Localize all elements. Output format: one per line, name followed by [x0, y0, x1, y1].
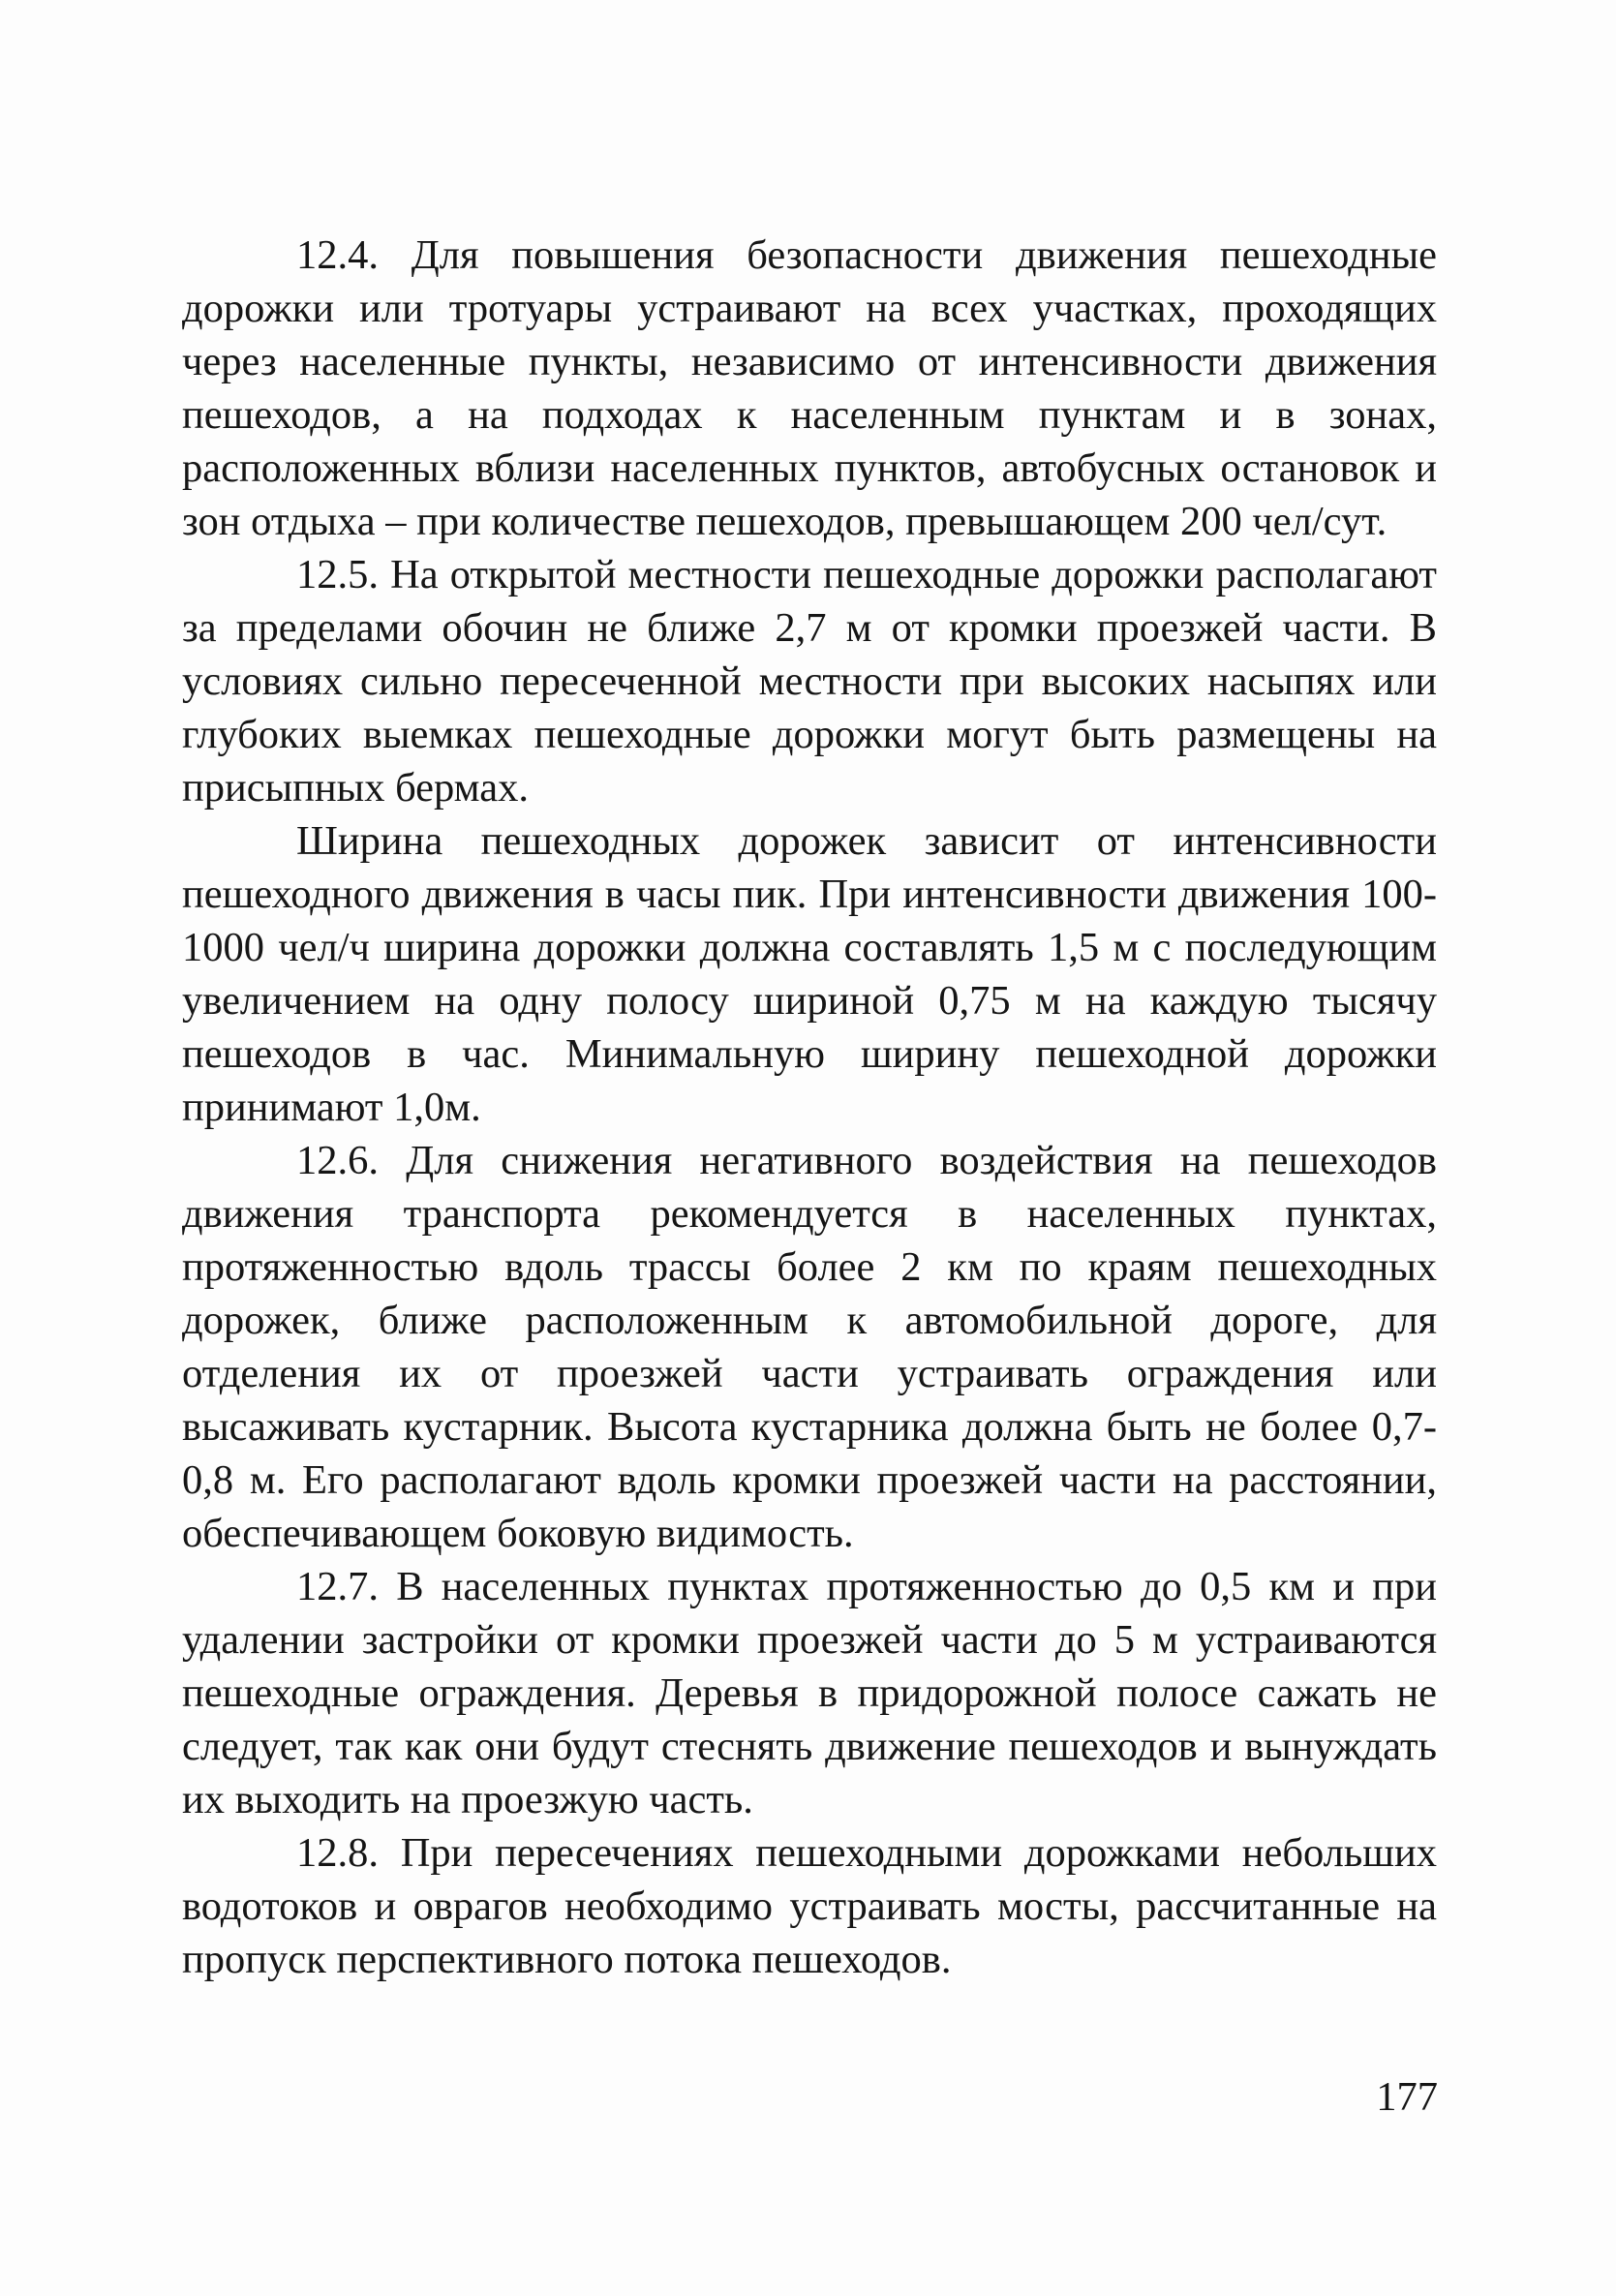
page-number: 177 [1376, 2074, 1438, 2120]
paragraph-12-5: 12.5. На открытой местности пешеходные дорожки располагают за пределами обочин не ближе 2,7 м от кромки проезжей части. В условиях сильно пересеченной местности при высоких насыпях или глубоких выемках пешеходные дорожки могут быть размещены на присыпных бермах. [182, 552, 1437, 811]
paragraph-sidewalk-width: Ширина пешеходных дорожек зависит от интенсивности пешеходного движения в часы пик. При интенсивности движения 100-1000 чел/ч ширина дорожки должна составлять 1,5 м с последующим увеличением на одну полосу шириной 0,75 м на каждую тысячу пешеходов в час. Минимальную ширину пешеходной дорожки принимают 1,0м. [182, 818, 1437, 1130]
paragraph-12-8: 12.8. При пересечениях пешеходными дорожками небольших водотоков и оврагов необходимо устраивать мосты, рассчитанные на пропуск перспективного потока пешеходов. [182, 1830, 1437, 1982]
paragraph-12-6: 12.6. Для снижения негативного воздействия на пешеходов движения транспорта рекомендуется в населенных пунктах, протяженностью вдоль трассы более 2 км по краям пешеходных дорожек, ближе расположенным к автомобильной дороге, для отделения их от проезжей части устраивать ограждения или высаживать кустарник. Высота кустарника должна быть не более 0,7-0,8 м. Его располагают вдоль кромки проезжей части на расстоянии, обеспечивающем боковую видимость. [182, 1138, 1437, 1556]
body-text [182, 229, 1437, 1986]
paragraph-12-7: 12.7. В населенных пунктах протяженностью до 0,5 км и при удалении застройки от кромки проезжей части до 5 м устраиваются пешеходные ограждения. Деревья в придорожной полосе сажать не следует, так как они будут стеснять движение пешеходов и вынуждать их выходить на проезжую часть. [182, 1564, 1437, 1822]
paragraph-12-4: 12.4. Для повышения безопасности движения пешеходные дорожки или тротуары устраивают на всех участках, проходящих через населенные пункты, независимо от интенсивности движения пешеходов, а на подходах к населенным пунктам и в зонах, расположенных вблизи населенных пунктов, автобусных остановок и зон отдыха – при количестве пешеходов, превышающем 200 чел/сут. [182, 232, 1437, 544]
